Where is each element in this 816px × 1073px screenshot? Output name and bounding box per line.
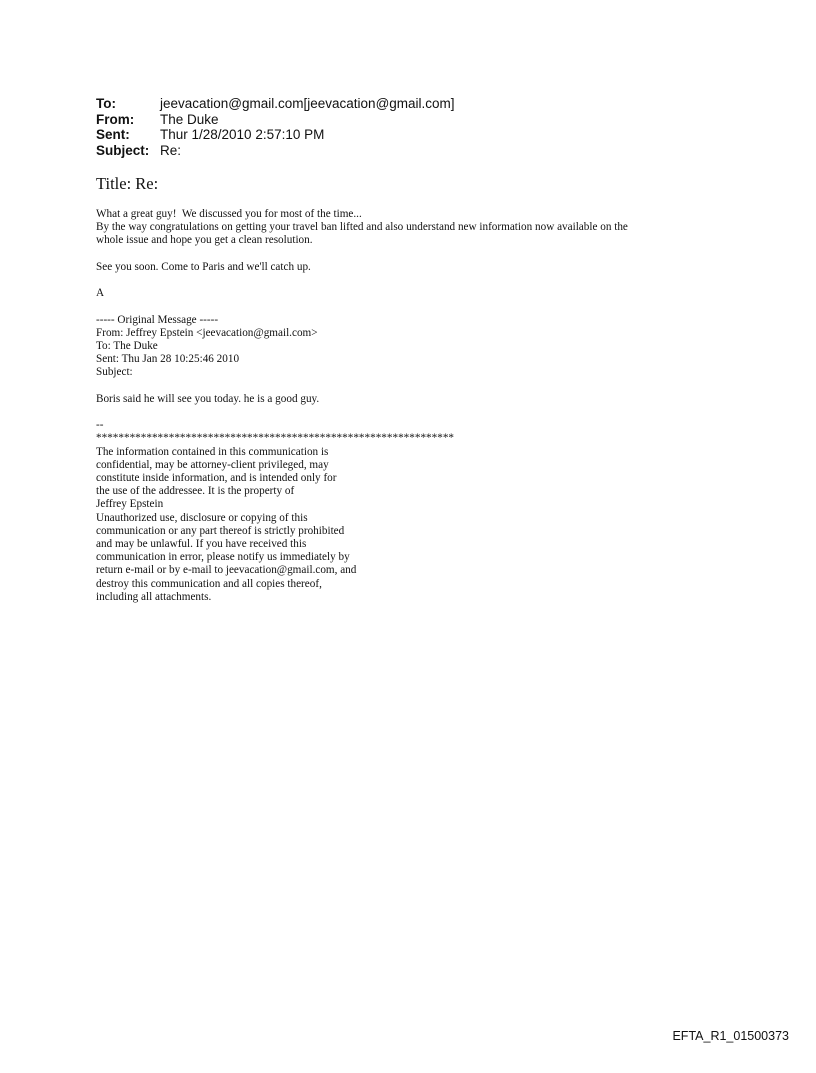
to-label: To: (96, 96, 116, 111)
from-row (96, 112, 455, 128)
disclaimer-line: constitute inside information, and is intended only for (96, 471, 337, 484)
original-message-marker: ----- Original Message ----- (96, 313, 219, 326)
subject-row (96, 143, 455, 159)
original-subject: Subject: (96, 366, 133, 379)
spacer (96, 300, 736, 313)
original-sent: Sent: Thu Jan 28 10:25:46 2010 (96, 353, 240, 366)
disclaimer-line: communication in error, please notify us immediately by (96, 551, 350, 564)
spacer (96, 274, 736, 287)
disclaimer-line: Jeffrey Epstein (96, 498, 164, 511)
spacer (96, 380, 736, 393)
original-body: Boris said he will see you today. he is a good guy. (96, 392, 320, 405)
sent-row (96, 127, 455, 143)
disclaimer-line: The information contained in this communication is (96, 445, 329, 458)
reply-line: By the way congratulations on getting your travel ban lifted and also understand new information now available on the (96, 221, 628, 234)
signoff: A (96, 287, 105, 300)
reply-line: whole issue and hope you get a clean resolution. (96, 234, 313, 247)
sent-value: Thur 1/28/2010 2:57:10 PM (160, 127, 325, 142)
spacer (96, 406, 736, 419)
disclaimer-line: communication or any part thereof is strictly prohibited (96, 524, 345, 537)
spacer (96, 248, 736, 261)
disclaimer-line: and may be unlawful. If you have received this (96, 538, 307, 550)
reply-line: What a great guy! We discussed you for most of the time... (96, 208, 362, 220)
from-value: The Duke (160, 111, 219, 127)
sent-label: Sent: (96, 127, 130, 142)
subject-label: Subject: (96, 142, 150, 158)
subject-value: Re: (160, 142, 182, 158)
closing-line: See you soon. Come to Paris and we'll catch up. (96, 260, 311, 273)
disclaimer-line: return e-mail or by e-mail to jeevacation@gmail.com, and (96, 564, 357, 577)
signature-stars: **************************************************************** (96, 432, 454, 445)
disclaimer-line: destroy this communication and all copies thereof, (96, 577, 322, 590)
signature-dashes: -- (96, 419, 104, 432)
original-to: To: The Duke (96, 339, 158, 352)
from-label: From: (96, 111, 135, 127)
disclaimer-line: confidential, may be attorney-client privileged, may (96, 458, 329, 471)
disclaimer-line: Unauthorized use, disclosure or copying of this (96, 511, 308, 524)
document-id: EFTA_R1_01500373 (672, 1029, 789, 1043)
email-body (96, 208, 736, 604)
email-title: Title: Re: (96, 174, 159, 193)
disclaimer-line: the use of the addressee. It is the property of (96, 485, 295, 498)
email-header (96, 96, 455, 158)
original-from: From: Jeffrey Epstein <jeevacation@gmail.com> (96, 326, 318, 339)
to-value: jeevacation@gmail.com[jeevacation@gmail.com] (160, 96, 455, 111)
to-row (96, 96, 455, 112)
disclaimer-line: including all attachments. (96, 590, 212, 603)
